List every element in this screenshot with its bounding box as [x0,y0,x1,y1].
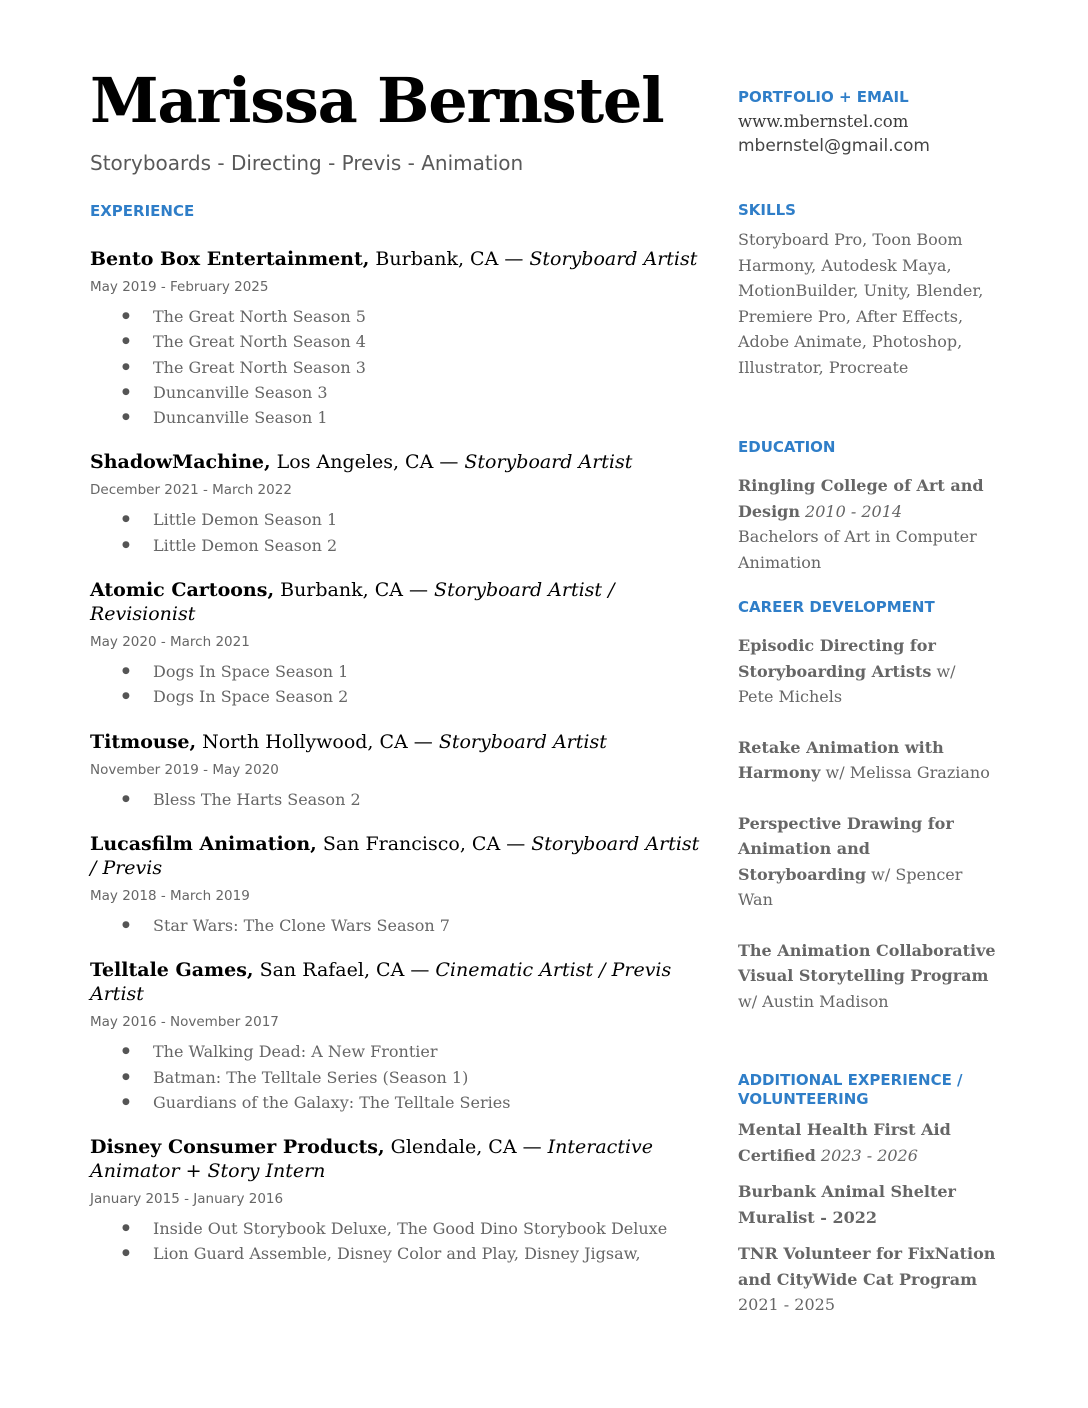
job-entry [90,450,705,558]
job-entry [90,832,705,938]
list-item: ● Inside Out Storybook Deluxe, The Good Dino Storybook Deluxe [90,1216,705,1241]
course-instructor: w/ Melissa Graziano [820,763,990,782]
website-link[interactable]: www.mbernstel.com [738,112,909,131]
job-projects [90,659,705,710]
job-title [90,1135,705,1183]
list-item: ● Little Demon Season 2 [90,533,705,558]
list-item: ● The Great North Season 5 [90,304,705,329]
job-entry [90,958,705,1115]
job-role: Cinematic Artist / Previs Artist [90,959,672,1006]
list-item: ● Duncanville Season 1 [90,405,705,430]
list-item: ● Dogs In Space Season 1 [90,659,705,684]
career-heading: CAREER DEVELOPMENT [738,598,935,616]
job-dates: May 2019 - February 2025 [90,279,269,295]
additional-item [738,1179,996,1230]
experience-list [90,247,705,1267]
list-item: ● Little Demon Season 1 [90,507,705,532]
job-title [90,578,705,626]
list-item: ● Star Wars: The Clone Wars Season 7 [90,913,705,938]
education-school: Ringling College of Art and Design [738,476,984,521]
job-dates: May 2018 - March 2019 [90,887,250,904]
job-dates: May 2020 - March 2021 [90,634,250,651]
job-title [90,832,705,880]
job-entry [90,578,705,710]
job-projects [90,1216,705,1267]
course-instructor: w/ Austin Madison [738,991,889,1011]
job-projects [90,913,705,938]
job-location: San Rafael, CA — [253,959,436,982]
job-dates: January 2015 - January 2016 [90,1191,284,1208]
job-dates: December 2021 - March 2022 [90,482,292,499]
job-title [90,958,705,1006]
skills-text: Storyboard Pro, Toon Boom Harmony, Autodesk Maya, MotionBuilder, Unity, Blender, Premiere Pro, After Effects, Adobe Animate, Photoshop, Illustrator, Procreate [738,230,984,377]
education-heading: EDUCATION [738,438,836,456]
job-entry [90,247,705,430]
contact-block [738,109,996,159]
job-role: Storyboard Artist / Revisionist [90,579,615,626]
job-projects [90,787,705,812]
job-entry [90,730,705,812]
additional-years: 2023 - 2026 [815,1145,918,1165]
additional-title: Mental Health First Aid Certified [738,1120,951,1165]
job-location: Los Angeles, CA — [270,451,465,474]
job-company: Bento Box Entertainment, [90,248,370,270]
job-role: Storyboard Artist [438,730,607,753]
job-company: ShadowMachine, [90,451,271,474]
list-item: ● Dogs In Space Season 2 [90,684,705,709]
contact-heading: PORTFOLIO + EMAIL [738,88,909,106]
skills-heading: SKILLS [738,201,796,219]
job-role: Interactive Animator + Story Intern [90,1136,654,1183]
additional-years: 2021 - 2025 [738,1295,836,1314]
education-degree: Bachelors of Art in Computer Animation [738,527,977,572]
course-title: The Animation Collaborative Visual Storytelling Program [738,940,996,985]
job-company: Lucasfilm Animation, [90,832,317,855]
course-instructor: w/ Pete Michels [738,661,956,706]
course-title: Retake Animation with Harmony [738,737,944,782]
job-title [90,450,705,474]
list-item: ● The Walking Dead: A New Frontier [90,1039,705,1064]
list-item: ● The Great North Season 4 [90,329,705,354]
list-item: ● Bless The Harts Season 2 [90,787,705,812]
job-dates: May 2016 - November 2017 [90,1014,279,1031]
course-title: Perspective Drawing for Animation and Storyboarding [738,813,954,884]
additional-item [738,1117,996,1168]
main-column [90,62,705,1267]
candidate-name: Marissa Bernstel [90,64,664,137]
career-item [738,735,996,786]
career-item [738,938,996,1015]
job-projects [90,1039,705,1115]
additional-item [738,1241,996,1318]
additional-title: TNR Volunteer for FixNation and CityWide Cat Program [738,1244,996,1289]
sidebar-column [738,88,996,1318]
job-company: Atomic Cartoons, [90,579,275,602]
job-company: Titmouse, [90,730,197,753]
additional-title: Burbank Animal Shelter Muralist - [738,1182,956,1227]
career-item [738,633,996,710]
job-location: San Francisco, CA — [316,832,532,855]
email-link[interactable]: mbernstel@gmail.com [738,136,930,156]
course-instructor: w/ Spencer Wan [738,864,963,909]
job-title [90,730,705,754]
job-projects [90,507,705,558]
job-location: Glendale, CA — [384,1136,548,1159]
list-item: ● The Great North Season 3 [90,355,705,380]
career-item [738,811,996,913]
list-item: ● Duncanville Season 3 [90,380,705,405]
job-projects [90,304,705,430]
job-company: Disney Consumer Products, [90,1136,385,1159]
job-role: Storyboard Artist / Previs [90,832,700,879]
job-location: North Hollywood, CA — [196,730,439,753]
tagline: Storyboards - Directing - Previs - Animation [90,151,524,175]
course-title: Episodic Directing for Storyboarding Artists [738,636,936,681]
education-block [738,473,996,575]
job-dates: November 2019 - May 2020 [90,761,279,778]
job-role: Storyboard Artist [529,248,698,270]
job-title [90,247,705,271]
list-item: ● Batman: The Telltale Series (Season 1) [90,1065,705,1090]
job-location: Burbank, CA — [369,248,530,270]
job-company: Telltale Games, [90,959,254,982]
job-role: Storyboard Artist [464,451,633,474]
job-entry [90,1135,705,1267]
experience-heading: EXPERIENCE [90,202,195,220]
list-item: ● Guardians of the Galaxy: The Telltale Series [90,1090,705,1115]
list-item: ● Lion Guard Assemble, Disney Color and Play, Disney Jigsaw, [90,1241,705,1266]
additional-heading: ADDITIONAL EXPERIENCE / VOLUNTEERING [738,1071,963,1108]
education-years: 2010 - 2014 [799,501,903,521]
additional-years: 2022 [832,1207,878,1227]
job-location: Burbank, CA — [274,579,435,602]
